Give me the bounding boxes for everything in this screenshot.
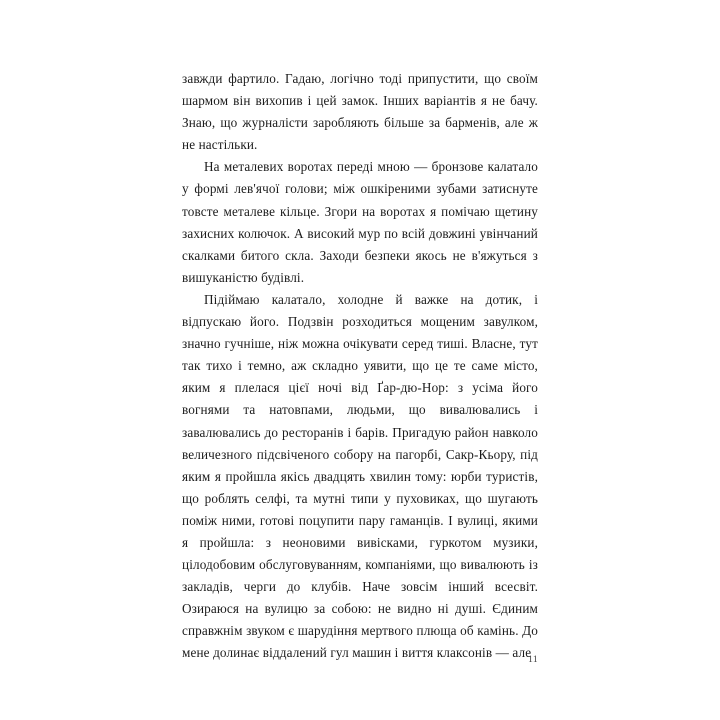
- body-paragraph: Підіймаю калатало, холодне й важке на дотик, і відпускаю його. Подзвін розходиться мощеним завулком, значно гучніше, ніж можна очікувати серед тиші. Власне, тут так тихо і темно, аж складно уявити, що це те саме місто, яким я плелася цієї ночі від Ґар-дю-Нор: з усіма його вогнями та натовпами, людьми, що вивалювались і завалювались до ресторанів і барів. Пригадую район навколо величезного підсвіченого собору на пагорбі, Сакр-Кьору, під яким я пройшла якісь двадцять хвилин тому: юрби туристів, що роблять селфі, та мутні типи у пуховиках, що шугають поміж ними, готові поцупити пару гаманців. І вулиці, якими я пройшла: з неоновими вивісками, гуркотом музики, цілодобовим обслуговуванням, компаніями, що вивалюють із закладів, черги до клубів. Наче зовсім інший всесвіт. Озираюся на вулицю за собою: не видно ні душі. Єдиним справжнім звуком є шарудіння мертвого плюща об камінь. До мене долинає віддалений гул машин і виття клаксонів — але: [182, 291, 538, 661]
- body-paragraph: завжди фартило. Гадаю, логічно тоді припустити, що своїм шармом він вихопив і цей замок. Інших варіантів я не бачу. Знаю, що журналісти заробляють більше за барменів, але ж не настільки.: [182, 71, 538, 153]
- page-text-column: [182, 68, 538, 665]
- page-number: 11: [528, 655, 538, 665]
- body-paragraph: На металевих воротах переді мною — бронзове калатало у формі лев'ячої голови; між ошкіреними зубами затиснуте товсте металеве кільце. Згори на воротах я помічаю щетину захисних колючок. А високий мур по всій довжині увінчаний скалками битого скла. Заходи безпеки якось не в'яжуться з вишуканістю будівлі.: [182, 159, 538, 285]
